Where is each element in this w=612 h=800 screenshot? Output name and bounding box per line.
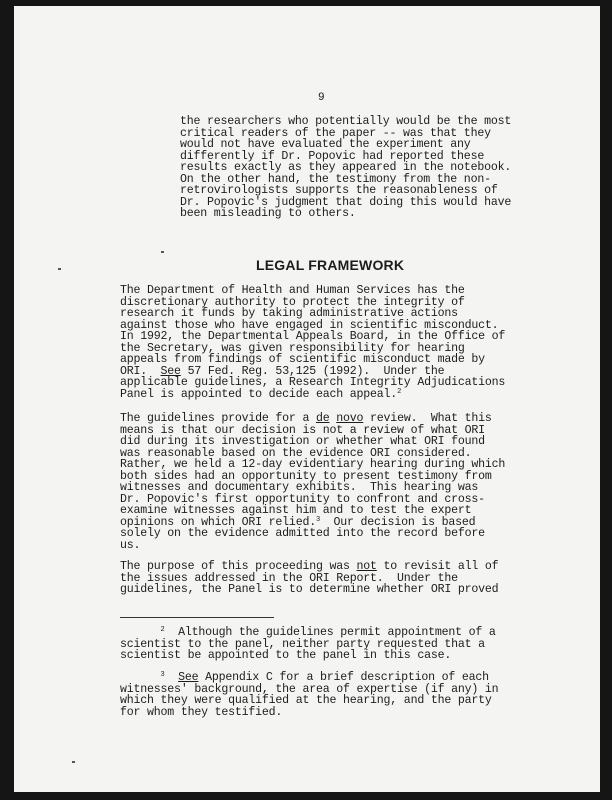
page-number: 9 [318, 92, 325, 104]
see-citation: See [160, 364, 181, 378]
footnote-3-see: See [178, 671, 199, 684]
section-heading: LEGAL FRAMEWORK [256, 257, 405, 273]
footnote-2-number: 2 [160, 626, 165, 634]
footnote-ref-3: 3 [315, 515, 320, 524]
footnote-3-number: 3 [160, 671, 165, 679]
scan-speck [58, 268, 61, 270]
novo-word: novo [336, 412, 364, 425]
paragraph-department-authority: The Department of Health and Human Services has the discretionary authority to protect the integrity of research it funds by taking administrative actions against those who have engaged in scientific misconduct. In 1992, the Departmental Appeals Board, in the Office of the Secretary, was given responsibility for hearing appeals from findings of scientific misconduct made by ORI. See 57 Fed. Reg. 53,125 (1992). Under the applicable guidelines, a Research Integrity Adjudications Panel is appointed to decide each appeal.$^2$ [120, 284, 506, 401]
de-word: de [315, 412, 330, 425]
not-word: not [356, 560, 377, 573]
scan-speck [161, 251, 164, 253]
scan-speck [72, 761, 75, 763]
paragraph-de-novo-review: The guidelines provide for a de novo review. What this means is that our decision is not a review of what ORI did during its investigation or whether what ORI found was reasonable based on the evidence ORI considered. Rather, we held a 12-day evidentiary hearing during which both sides had an opportunity to present testimony from witnesses and documentary exhibits. This hearing was Dr. Popovic's first opportunity to confront and cross- examine witnesses against him and to test the expert opinions on which ORI relied.$^3$ Our decision is based solely on the evidence admitted into the record before us. [120, 412, 506, 553]
paragraph-purpose: The purpose of this proceeding was not to revisit all of the issues addressed in the ORI Report. Under the guidelines, the Panel is to determine whether ORI proved [120, 560, 499, 597]
footnote-ref-2: 2 [397, 387, 402, 396]
intro-paragraph: the researchers who potentially would be the most critical readers of the paper -- was that they would not have evaluated the experiment any differently if Dr. Popovic had reported these results exactly as they appeared in the notebook. On the other hand, the testimony from the non- retrovirologists supports the reasonableness of Dr. Popovic's judgment that doing this would have been misleading to others. [180, 115, 512, 221]
footnote-3: $^3$ See Appendix C for a brief description of each witnesses' background, the area of expertise (if any) in which they were qualified at the hearing, and the party for whom they testified. [120, 671, 499, 719]
document-page [14, 6, 600, 792]
footnote-divider [120, 617, 274, 618]
footnote-2: $^2$ Although the guidelines permit appointment of a scientist to the panel, neither party requested that a scientist be appointed to the panel in this case. [120, 626, 496, 663]
